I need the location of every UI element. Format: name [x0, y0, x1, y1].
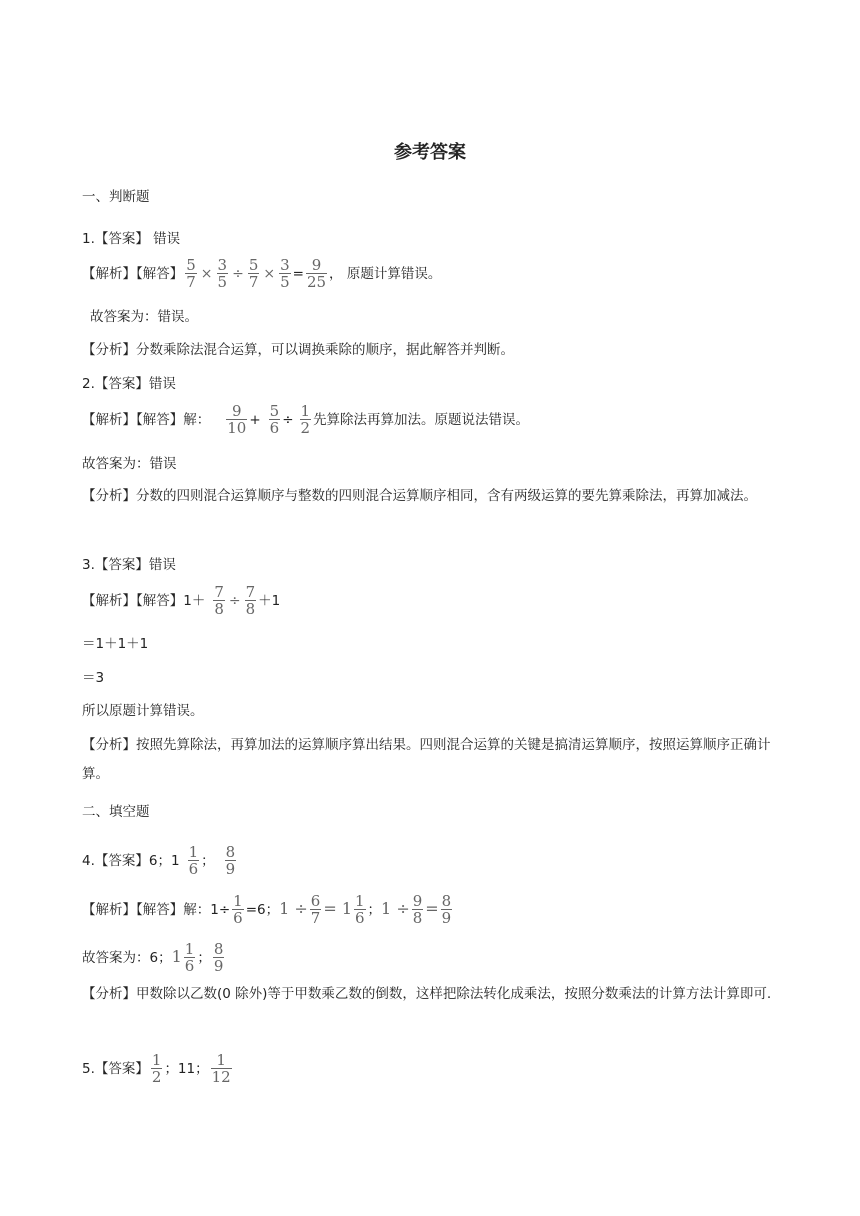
q5-answer	[82, 1053, 234, 1085]
fraction: $\frac{6}{7}$	[310, 892, 321, 927]
q3-conclusion: 所以原题计算错误。	[82, 703, 204, 719]
explanation-label: 【解析】【解答】1＋	[82, 593, 206, 609]
explanation-text: =6；	[245, 902, 280, 918]
explanation-label: 【解析】【解答】	[82, 266, 184, 282]
answer-label: 5.【答案】	[82, 1061, 149, 1077]
operator: +	[249, 412, 261, 428]
q4-explanation	[82, 894, 454, 926]
fraction: $\frac{1}{6}$	[233, 892, 243, 927]
q3-step-2: ＝3	[82, 670, 105, 686]
fraction: $\frac{1}{2}$	[300, 402, 311, 437]
fraction: $\frac{5}{7}$	[186, 256, 196, 291]
q1-answer: 1.【答案】 错误	[82, 231, 181, 247]
fraction: $\frac{9}{10}$	[227, 402, 247, 437]
whole-number: 1	[171, 947, 182, 966]
q1-conclusion: 故答案为：错误。	[90, 309, 198, 325]
q3-answer: 3.【答案】错误	[82, 557, 176, 573]
fraction: $\frac{8}{9}$	[441, 892, 452, 927]
fraction: $\frac{1}{12}$	[211, 1051, 231, 1086]
fraction: $\frac{1}{6}$	[355, 892, 365, 927]
section-heading-judgement: 一、判断题	[82, 189, 150, 205]
q1-explanation	[82, 258, 441, 290]
explanation-text: 先算除法再算加法。原题说法错误。	[313, 412, 530, 428]
section-heading-fill-in: 二、填空题	[82, 804, 150, 820]
fraction: $\frac{3}{5}$	[280, 256, 290, 291]
operator: =	[292, 266, 304, 282]
fraction: $\frac{5}{7}$	[248, 256, 259, 291]
explanation-label: 【解析】【解答】解：	[82, 412, 211, 428]
fraction: $\frac{7}{8}$	[245, 583, 256, 618]
explanation-text: ＋1	[258, 593, 281, 609]
fraction: $\frac{9}{25}$	[306, 256, 327, 291]
q3-analysis: 【分析】按照先算除法，再算加法的运算顺序算出结果。四则混合运算的关键是搞清运算顺序，按照运算顺序正确计算。	[82, 737, 771, 782]
q2-explanation	[82, 404, 529, 436]
operator: ÷	[228, 593, 241, 609]
operator: ÷	[232, 266, 244, 282]
q1-analysis: 【分析】分数乘除法混合运算，可以调换乘除的顺序，据此解答并判断。	[82, 342, 514, 358]
fraction: $\frac{3}{5}$	[217, 256, 228, 291]
operator: ×	[263, 266, 276, 282]
fraction: $\frac{8}{9}$	[213, 940, 224, 975]
fraction: $\frac{1}{6}$	[184, 940, 195, 975]
q3-explanation	[82, 585, 280, 617]
separator: ；	[367, 902, 382, 918]
expression: =	[425, 899, 439, 918]
fraction: $\frac{5}{6}$	[269, 402, 280, 437]
separator: ；	[201, 853, 215, 869]
expression: 1 ÷	[381, 899, 410, 918]
operator: ×	[200, 266, 213, 282]
expression: = 1	[323, 899, 352, 918]
fraction: $\frac{1}{2}$	[151, 1051, 162, 1086]
q4-answer	[82, 845, 238, 877]
expression: 1 ÷	[279, 899, 308, 918]
q4-conclusion	[82, 942, 226, 974]
page-title: 参考答案	[394, 142, 466, 163]
separator: ；	[197, 950, 211, 966]
conclusion-label: 故答案为：6；	[82, 950, 172, 966]
answer-label: 4.【答案】6；1	[82, 853, 180, 869]
q3-step-1: ＝1＋1＋1	[82, 636, 149, 652]
fraction: $\frac{7}{8}$	[214, 583, 224, 618]
q4-analysis: 【分析】甲数除以乙数(0 除外)等于甲数乘乙数的倒数，这样把除法转化成乘法，按照分数乘法的计算方法计算即可.	[82, 986, 772, 1002]
q2-analysis: 【分析】分数的四则混合运算顺序与整数的四则混合运算顺序相同，含有两级运算的要先算乘除法，再算加减法。	[82, 488, 757, 504]
operator: ÷	[282, 412, 294, 428]
q2-conclusion: 故答案为：错误	[82, 456, 177, 472]
q2-answer: 2.【答案】错误	[82, 376, 176, 392]
answer-text: ；11；	[164, 1061, 209, 1077]
explanation-label: 【解析】【解答】解：1÷	[82, 902, 231, 918]
fraction: $\frac{1}{6}$	[188, 843, 199, 878]
fraction: $\frac{9}{8}$	[412, 892, 423, 927]
explanation-text: ， 原题计算错误。	[329, 266, 442, 282]
fraction: $\frac{8}{9}$	[225, 843, 236, 878]
